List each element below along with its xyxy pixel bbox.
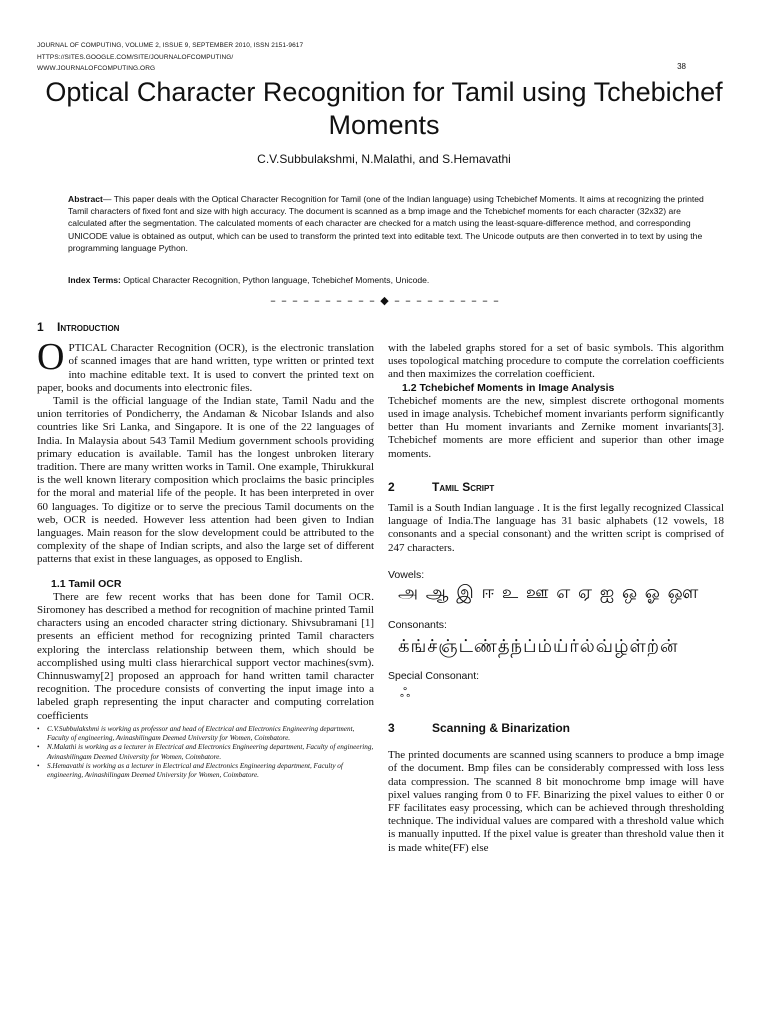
section-divider: – – – – – – – – – – ◆ – – – – – – – – – – (270, 294, 500, 307)
section-1-title: Introduction (57, 320, 120, 334)
subsection-1-1-paragraph: There are few recent works that has been done for Tamil OCR. Siromoney has described a method for recognition of machine printed Tamil characters using an encoded character string dictionary. Shivsubramani [1] presents an efficient method for recognizing printed Tamil characters exploring the interclass relationship between them, which should be accomplished using multi class hierarchical support vector machines(svm). Chinnuswamy[2] proposed an approach for hand written tamil character recognition. The procedure consists of converting the input image into a labeled graph representing the input character and computing correlation coefficients (37, 590, 374, 722)
paper-title: Optical Character Recognition for Tamil using Tchebichef Moments (45, 77, 723, 140)
tamil-special-consonant: ஃ (400, 685, 412, 701)
subsection-1-2-heading: 1.2 Tchebichef Moments in Image Analysis (402, 381, 615, 394)
index-terms-label: Index Terms: (68, 275, 121, 285)
continued-paragraph: with the labeled graphs stored for a set of basic symbols. This algorithm uses topological matching procedure to compute the correlation coefficients and then maximizes the correlation coefficient. (388, 342, 724, 381)
intro-paragraph-2: Tamil is the official language of the Indian state, Tamil Nadu and the union territories of Pondicherry, the Andaman & Nicobar Islands and also countries like Sri Lanka, and Singapore. It is one of the 22 languages of India. In Malaysia about 543 Tamil Medium government schools providing primary education is available. Tamil has the longest unbroken literary tradition. There are many written works in Tamil. One example, Thirukkural is the well known literary composition which proclaims the basic principles for the moral and material life of the people. It has been interpreted in over 60 languages. To digitize or to serve the precious Tamil documents on the web, OCR is needed. However less attention had been given to Indian languages. Main reason for the slow development could be attributed to the complexity of the shape of Indian scripts, and also the large set of different patterns that exist in these languages, as opposed to English. (37, 395, 374, 566)
intro-paragraph-1-text: PTICAL Character Recognition (OCR), is the electronic translation of scanned images that are hand written, type written or printed text into machine editable text. It is used to convert the printed text on paper, books and documents into electronic files. (37, 342, 374, 394)
abstract (68, 193, 708, 254)
section-3-number: 3 (388, 721, 395, 736)
section-2-heading (388, 481, 724, 494)
footnote-item (37, 762, 374, 781)
bullet-icon: • (37, 724, 40, 733)
footnote-text: N.Malathi is working as a lecturer in Electrical and Electronics Engineering department, Faculty of engineering, Avinashilingam Deemed University for Women, Coimbatore. (47, 743, 374, 761)
tamil-vowels: அ ஆ இ ஈ உ ஊ எ ஏ ஐ ஒ ஓ ஔ (398, 582, 700, 604)
tamil-consonants: க்ங்ச்ஞ்ட்ண்த்ந்ப்ம்ய்ர்ல்வ்ழ்ள்ற்ன் (398, 636, 679, 658)
page-number: 38 (677, 62, 686, 71)
footnote-item (37, 725, 374, 744)
bullet-icon: • (37, 743, 40, 752)
vowels-label: Vowels: (388, 568, 425, 581)
author-list: C.V.Subbulakshmi, N.Malathi, and S.Hemavathi (257, 152, 511, 166)
index-terms-text: Optical Character Recognition, Python language, Tchebichef Moments, Unicode. (120, 275, 430, 285)
drop-cap: O (37, 336, 65, 379)
abstract-text: — This paper deals with the Optical Character Recognition for Tamil (one of the Indian language) using Tchebichef Moments. It aims at recognizing the printed Tamil characters of fixed font and size with high accuracy. The document is scanned as a bmp image and the Tchebichef moments for each character (32x32) are calculated after the segmentation. The calculated moments of each character are checked for a match using the least-square-difference method, and corresponding UNICODE value is obtained as output, which can be used to transform the printed text into editable text. The Unicode outputs are then converted in to text by using the programming language Python. (68, 194, 704, 253)
subsection-1-2-paragraph: Tchebichef moments are the new, simplest discrete orthogonal moments used in image analysis. Tchebichef moment invariants perform significantly better than Hu moment invariants and Zernike moment invariants[3]. Tchebichef moments are more efficient and superior than other image moments. (388, 394, 724, 460)
subsection-1-1-heading: 1.1 Tamil OCR (51, 577, 122, 590)
section-2-title: Tamil Script (432, 479, 495, 494)
section-2-number: 2 (388, 479, 395, 494)
section-1-number: 1 (37, 320, 44, 334)
right-column (388, 342, 724, 855)
footnote-text: C.V.Subbulakshmi is working as professor and head of Electrical and Electronics Engineering department, Faculty of engineering, Avinashilingam Deemed University for Women, Coimbatore. (47, 724, 355, 743)
journal-line: JOURNAL OF COMPUTING, VOLUME 2, ISSUE 9, SEPTEMBER 2010, ISSN 2151-9617 (37, 42, 304, 49)
section-3-title: Scanning & Binarization (432, 721, 571, 736)
section-3-heading (388, 722, 724, 735)
footnote-item (37, 743, 374, 762)
bullet-icon: • (37, 762, 40, 771)
section-1-heading (37, 321, 374, 334)
left-column (37, 321, 374, 781)
journal-website-link[interactable]: WWW.JOURNALOFCOMPUTING.ORG (37, 65, 156, 72)
section-2-paragraph: Tamil is a South Indian language . It is the first legally recognized Classical language of India.The language has 31 basic alphabets (12 vowels, 18 consonants and a special consonant) and the written script is comprised of 247 characters. (388, 502, 724, 554)
journal-url-link[interactable]: HTTPS://SITES.GOOGLE.COM/SITE/JOURNALOFCOMPUTING/ (37, 53, 234, 61)
consonants-label: Consonants: (388, 619, 447, 632)
special-consonant-label: Special Consonant: (388, 669, 480, 682)
footnote-text: S.Hemavathi is working as a lecturer in Electrical and Electronics Engineering department, Faculty of engineering, Avinashilingam Deemed University for Women, Coimbatore. (47, 762, 343, 780)
section-3-paragraph: The printed documents are scanned using scanners to produce a bmp image of the document. Bmp files can be considerably compressed with loss less data compression. The scanned 8 bit monochrome bmp image will have pixel values ranging from 0 to FF. Binarizing the pixel values to either 0 or FF facilitates easy processing, which can be achieved through thresholding technique. The individual values are compared with a threshold value which is manually inputted. If the pixel value is greater than threshold value then it is made white(FF) else (388, 749, 725, 854)
index-terms (68, 274, 708, 286)
footnotes (37, 725, 374, 781)
abstract-label: Abstract (68, 194, 103, 204)
journal-header (37, 40, 597, 75)
intro-paragraph-1 (37, 336, 374, 395)
